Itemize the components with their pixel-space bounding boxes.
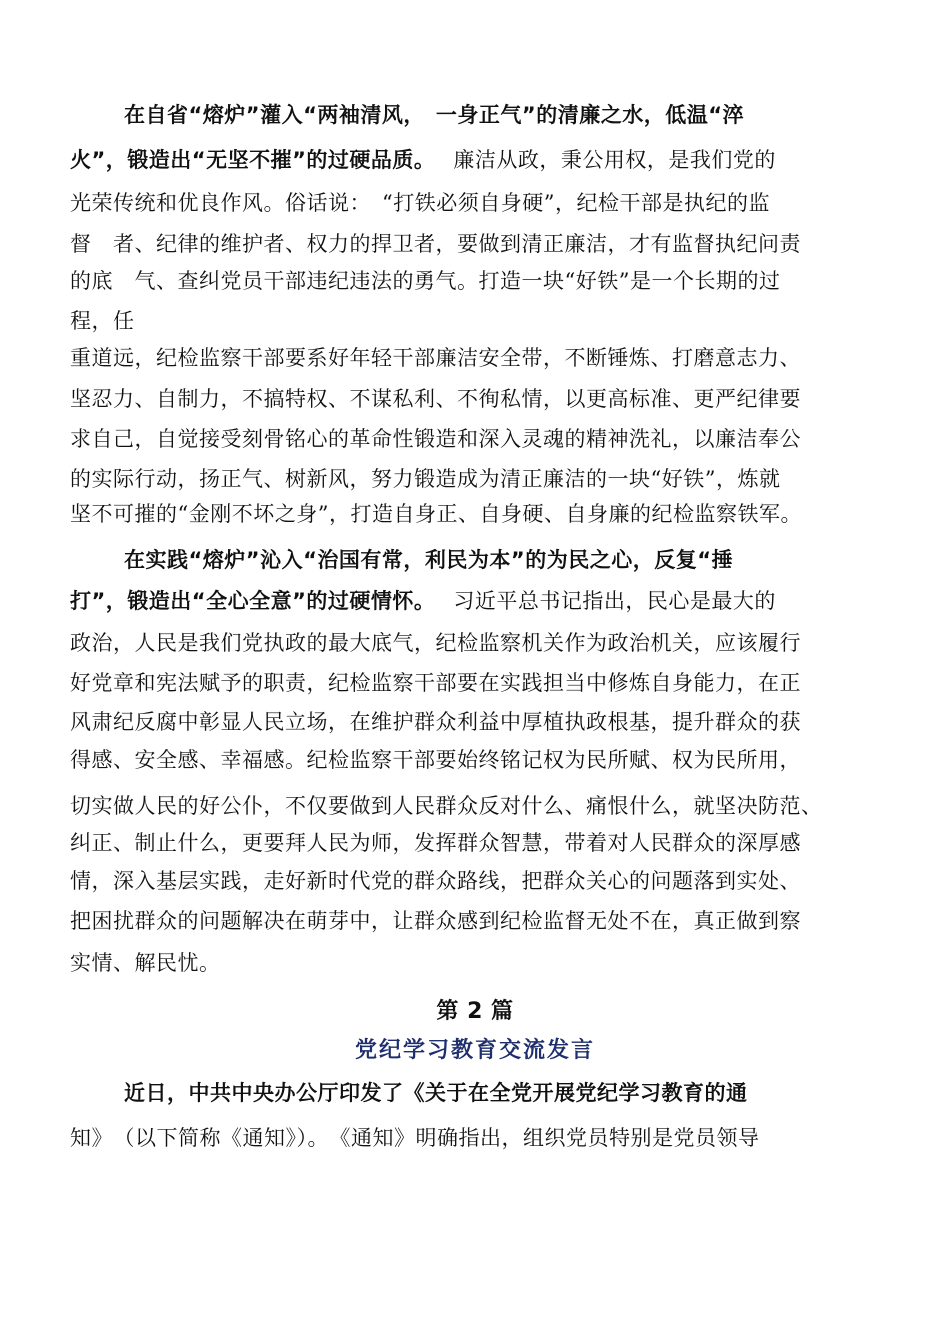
- paragraph-3-line-2: 知》 （以下简称《通知》）。 《通知》明确指出，组织党员特别是党员领导: [70, 1126, 760, 1150]
- paragraph-1-line-1: 在自省“熔炉”灌入“两袖清风， 一身正气”的清廉之水，低温“淬: [124, 103, 745, 127]
- paragraph-1-line-5: 的底 气、查纠党员干部违纪违法的勇气。打造一块“好铁”是一个长期的过: [70, 269, 781, 293]
- section-heading: 第 2 篇: [436, 999, 514, 1024]
- paragraph-2-line-2-text: 习近平总书记指出，民心是最大的: [453, 589, 776, 613]
- paragraph-3-line-1: 近日，中共中央办公厅印发了《关于在全党开展党纪学习教育的通: [124, 1081, 748, 1105]
- paragraph-1-line-10: 的实际行动，扬正气、树新风，努力锻造成为清正廉洁的一块“好铁”，炼就: [70, 467, 781, 491]
- paragraph-1-line-6: 程，任: [70, 309, 135, 333]
- paragraph-2-line-3: 政治，人民是我们党执政的最大底气，纪检监察机关作为政治机关，应该履行: [70, 631, 801, 655]
- paragraph-2-line-8: 纠正、制止什么，更要拜人民为师，发挥群众智慧，带着对人民群众的深厚感: [70, 831, 801, 855]
- paragraph-2-line-6: 得感、安全感、幸福感。纪检监察干部要始终铭记权为民所赋、权为民所用，: [70, 748, 801, 772]
- paragraph-2-line-5: 风肃纪反腐中彰显人民立场，在维护群众利益中厚植执政根基，提升群众的获: [70, 710, 801, 734]
- paragraph-1-line-3: 光荣传统和优良作风。俗话说： “打铁必须自身硬”，纪检干部是执纪的监: [70, 191, 770, 215]
- paragraph-1-line-2-text: 廉洁从政，秉公用权，是我们党的: [453, 148, 776, 172]
- paragraph-1-line-8: 坚忍力、自制力，不搞特权、不谋私利、不徇私情，以更高标准、更严纪律要: [70, 387, 801, 411]
- paragraph-2-line-9: 情，深入基层实践，走好新时代党的群众路线，把群众关心的问题落到实处、: [70, 869, 801, 893]
- paragraph-2-line-1: 在实践“熔炉”沁入“治国有常，利民为本”的为民之心，反复“捶: [124, 548, 734, 572]
- paragraph-2-line-10: 把困扰群众的问题解决在萌芽中，让群众感到纪检监督无处不在，真正做到察: [70, 909, 801, 933]
- paragraph-1-line-7: 重道远，纪检监察干部要系好年轻干部廉洁安全带，不断锤炼、打磨意志力、: [70, 346, 801, 370]
- paragraph-2-line-2: [70, 586, 776, 616]
- paragraph-2-line-4: 好党章和宪法赋予的职责，纪检监察干部要在实践担当中修炼自身能力，在正: [70, 671, 801, 695]
- paragraph-1-line-9: 求自己，自觉接受刻骨铭心的革命性锻造和深入灵魂的精神洗礼，以廉洁奉公: [70, 427, 801, 451]
- paragraph-1-line-2: [70, 145, 776, 175]
- section-title: 党纪学习教育交流发言: [354, 1038, 595, 1063]
- paragraph-2-line-7: 切实做人民的好公仆，不仅要做到人民群众反对什么、痛恨什么，就坚决防范、: [70, 794, 823, 818]
- paragraph-1-line-4: 督 者、纪律的维护者、权力的捍卫者，要做到清正廉洁，才有监督执纪问责: [70, 232, 801, 256]
- paragraph-1-line-11: 坚不可摧的“金刚不坏之身”，打造自身正、自身硬、自身廉的纪检监察铁军。: [70, 502, 802, 526]
- paragraph-2-line-11: 实情、解民忧。: [70, 951, 221, 975]
- paragraph-2-bold-lead: 打”，锻造出“全心全意”的过硬情怀。: [70, 589, 436, 613]
- paragraph-1-bold-lead: 火”，锻造出“无坚不摧”的过硬品质。: [70, 148, 436, 172]
